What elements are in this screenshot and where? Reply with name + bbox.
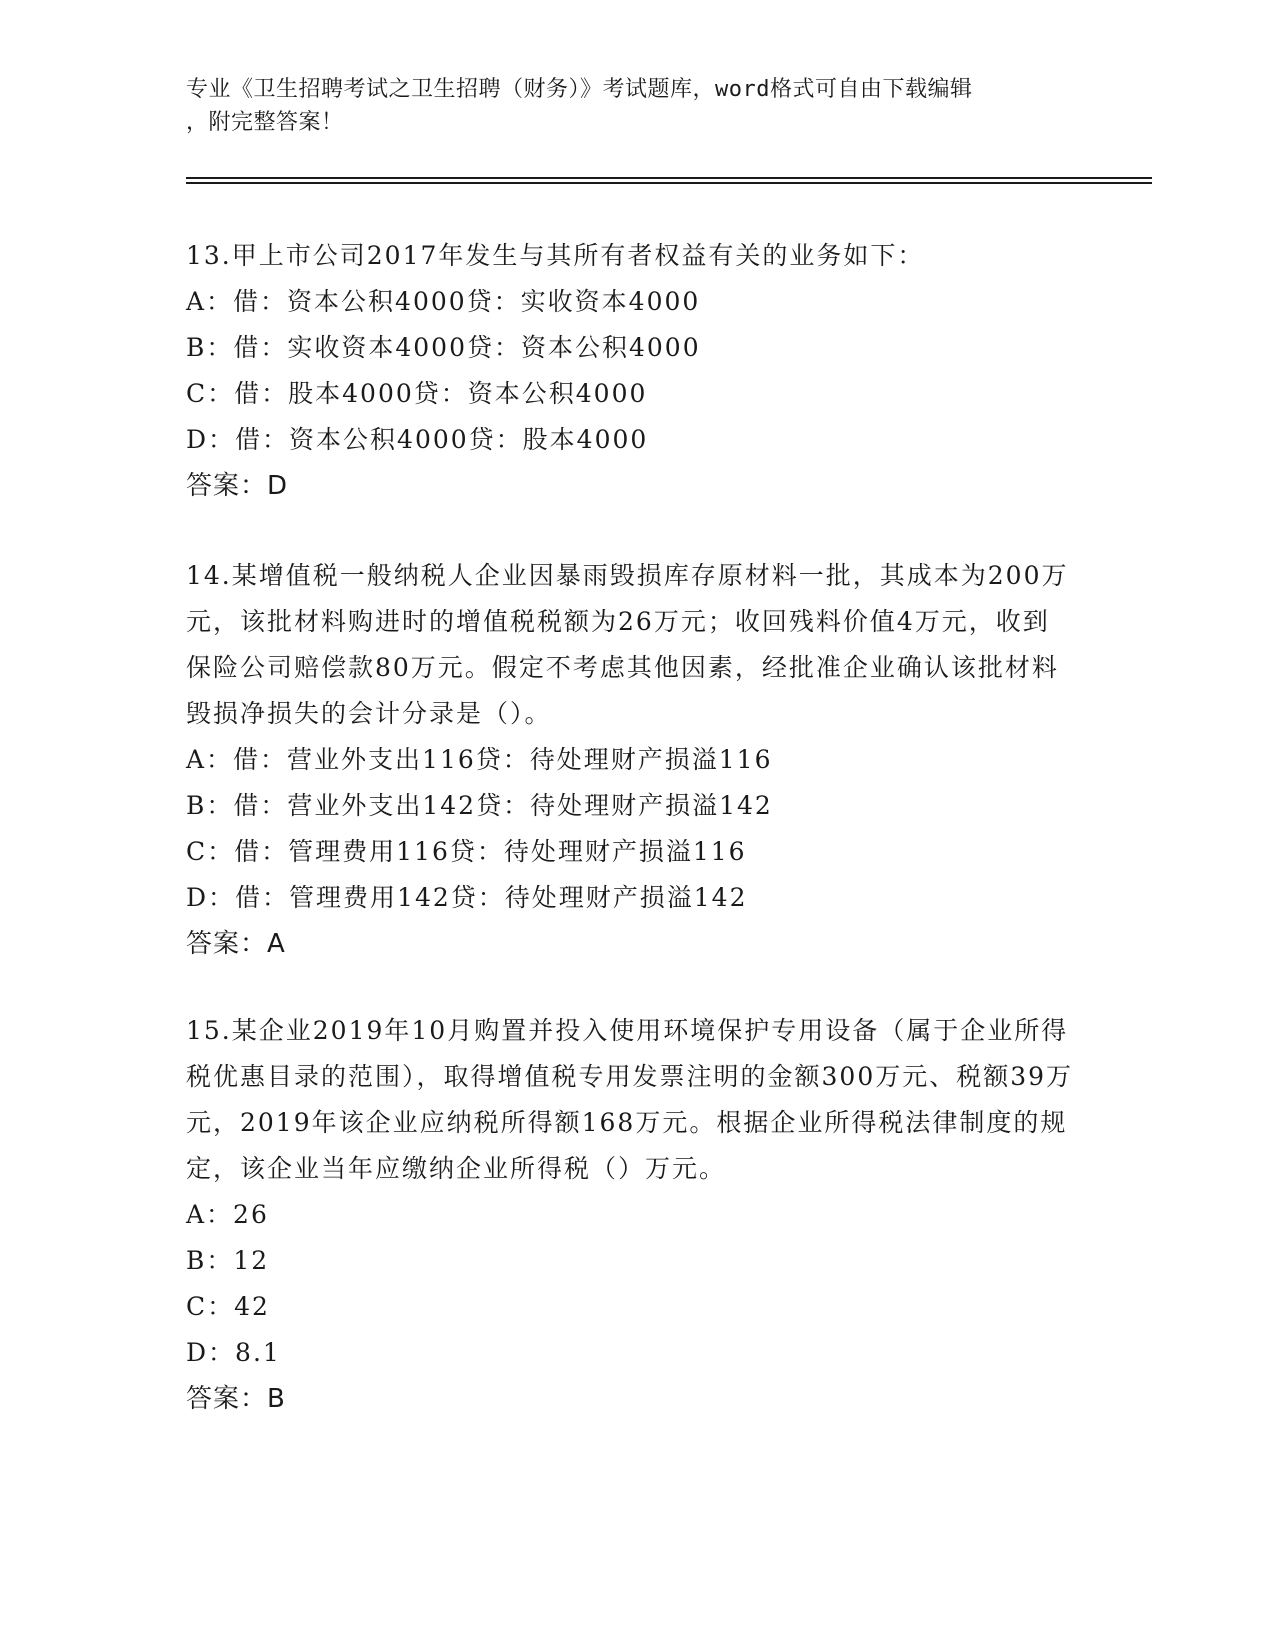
- option-b: B：借：营业外支出142贷：待处理财产损溢142: [186, 791, 773, 820]
- question-stem: 15.某企业2019年10月购置并投入使用环境保护专用设备（属于企业所得税优惠目录的范围），取得增值税专用发票注明的金额300万元、税额39万元，2019年该企业应纳税所得额168万元。根据企业所得税法律制度的规定，该企业当年应缴纳企业所得税（）万元。: [186, 1016, 1074, 1183]
- option-d: D：借：管理费用142贷：待处理财产损溢142: [186, 883, 748, 912]
- question-stem: 13.甲上市公司2017年发生与其所有者权益有关的业务如下：: [186, 241, 925, 270]
- option-c: C：借：股本4000贷：资本公积4000: [186, 379, 648, 408]
- question-14: [186, 553, 1076, 967]
- option-a: A：26: [186, 1200, 269, 1229]
- option-b: B：12: [186, 1246, 270, 1275]
- question-13: [186, 233, 1076, 509]
- header-line-1: 专业《卫生招聘考试之卫生招聘（财务）》考试题库，word格式可自由下载编辑: [186, 77, 973, 102]
- option-c: C：42: [186, 1292, 270, 1321]
- option-d: D：8.1: [186, 1338, 281, 1367]
- option-a: A：借：营业外支出116贷：待处理财产损溢116: [186, 745, 773, 774]
- answer: 答案：B: [186, 1384, 286, 1414]
- answer: 答案：A: [186, 929, 286, 959]
- option-a: A：借：资本公积4000贷：实收资本4000: [186, 287, 701, 316]
- header-divider-bottom: [186, 182, 1152, 184]
- option-d: D：借：资本公积4000贷：股本4000: [186, 425, 649, 454]
- option-c: C：借：管理费用116贷：待处理财产损溢116: [186, 837, 747, 866]
- header-line-2: ，附完整答案！: [186, 110, 344, 135]
- question-stem: 14.某增值税一般纳税人企业因暴雨毁损库存原材料一批，其成本为200万元，该批材料购进时的增值税税额为26万元；收回残料价值4万元，收到保险公司赔偿款80万元。假定不考虑其他因素，经批准企业确认该批材料毁损净损失的会计分录是（）。: [186, 561, 1069, 728]
- option-b: B：借：实收资本4000贷：资本公积4000: [186, 333, 701, 362]
- header-divider-top: [186, 177, 1152, 179]
- question-15: [186, 1008, 1076, 1422]
- answer: 答案：D: [186, 471, 289, 501]
- document-header: [186, 73, 1086, 139]
